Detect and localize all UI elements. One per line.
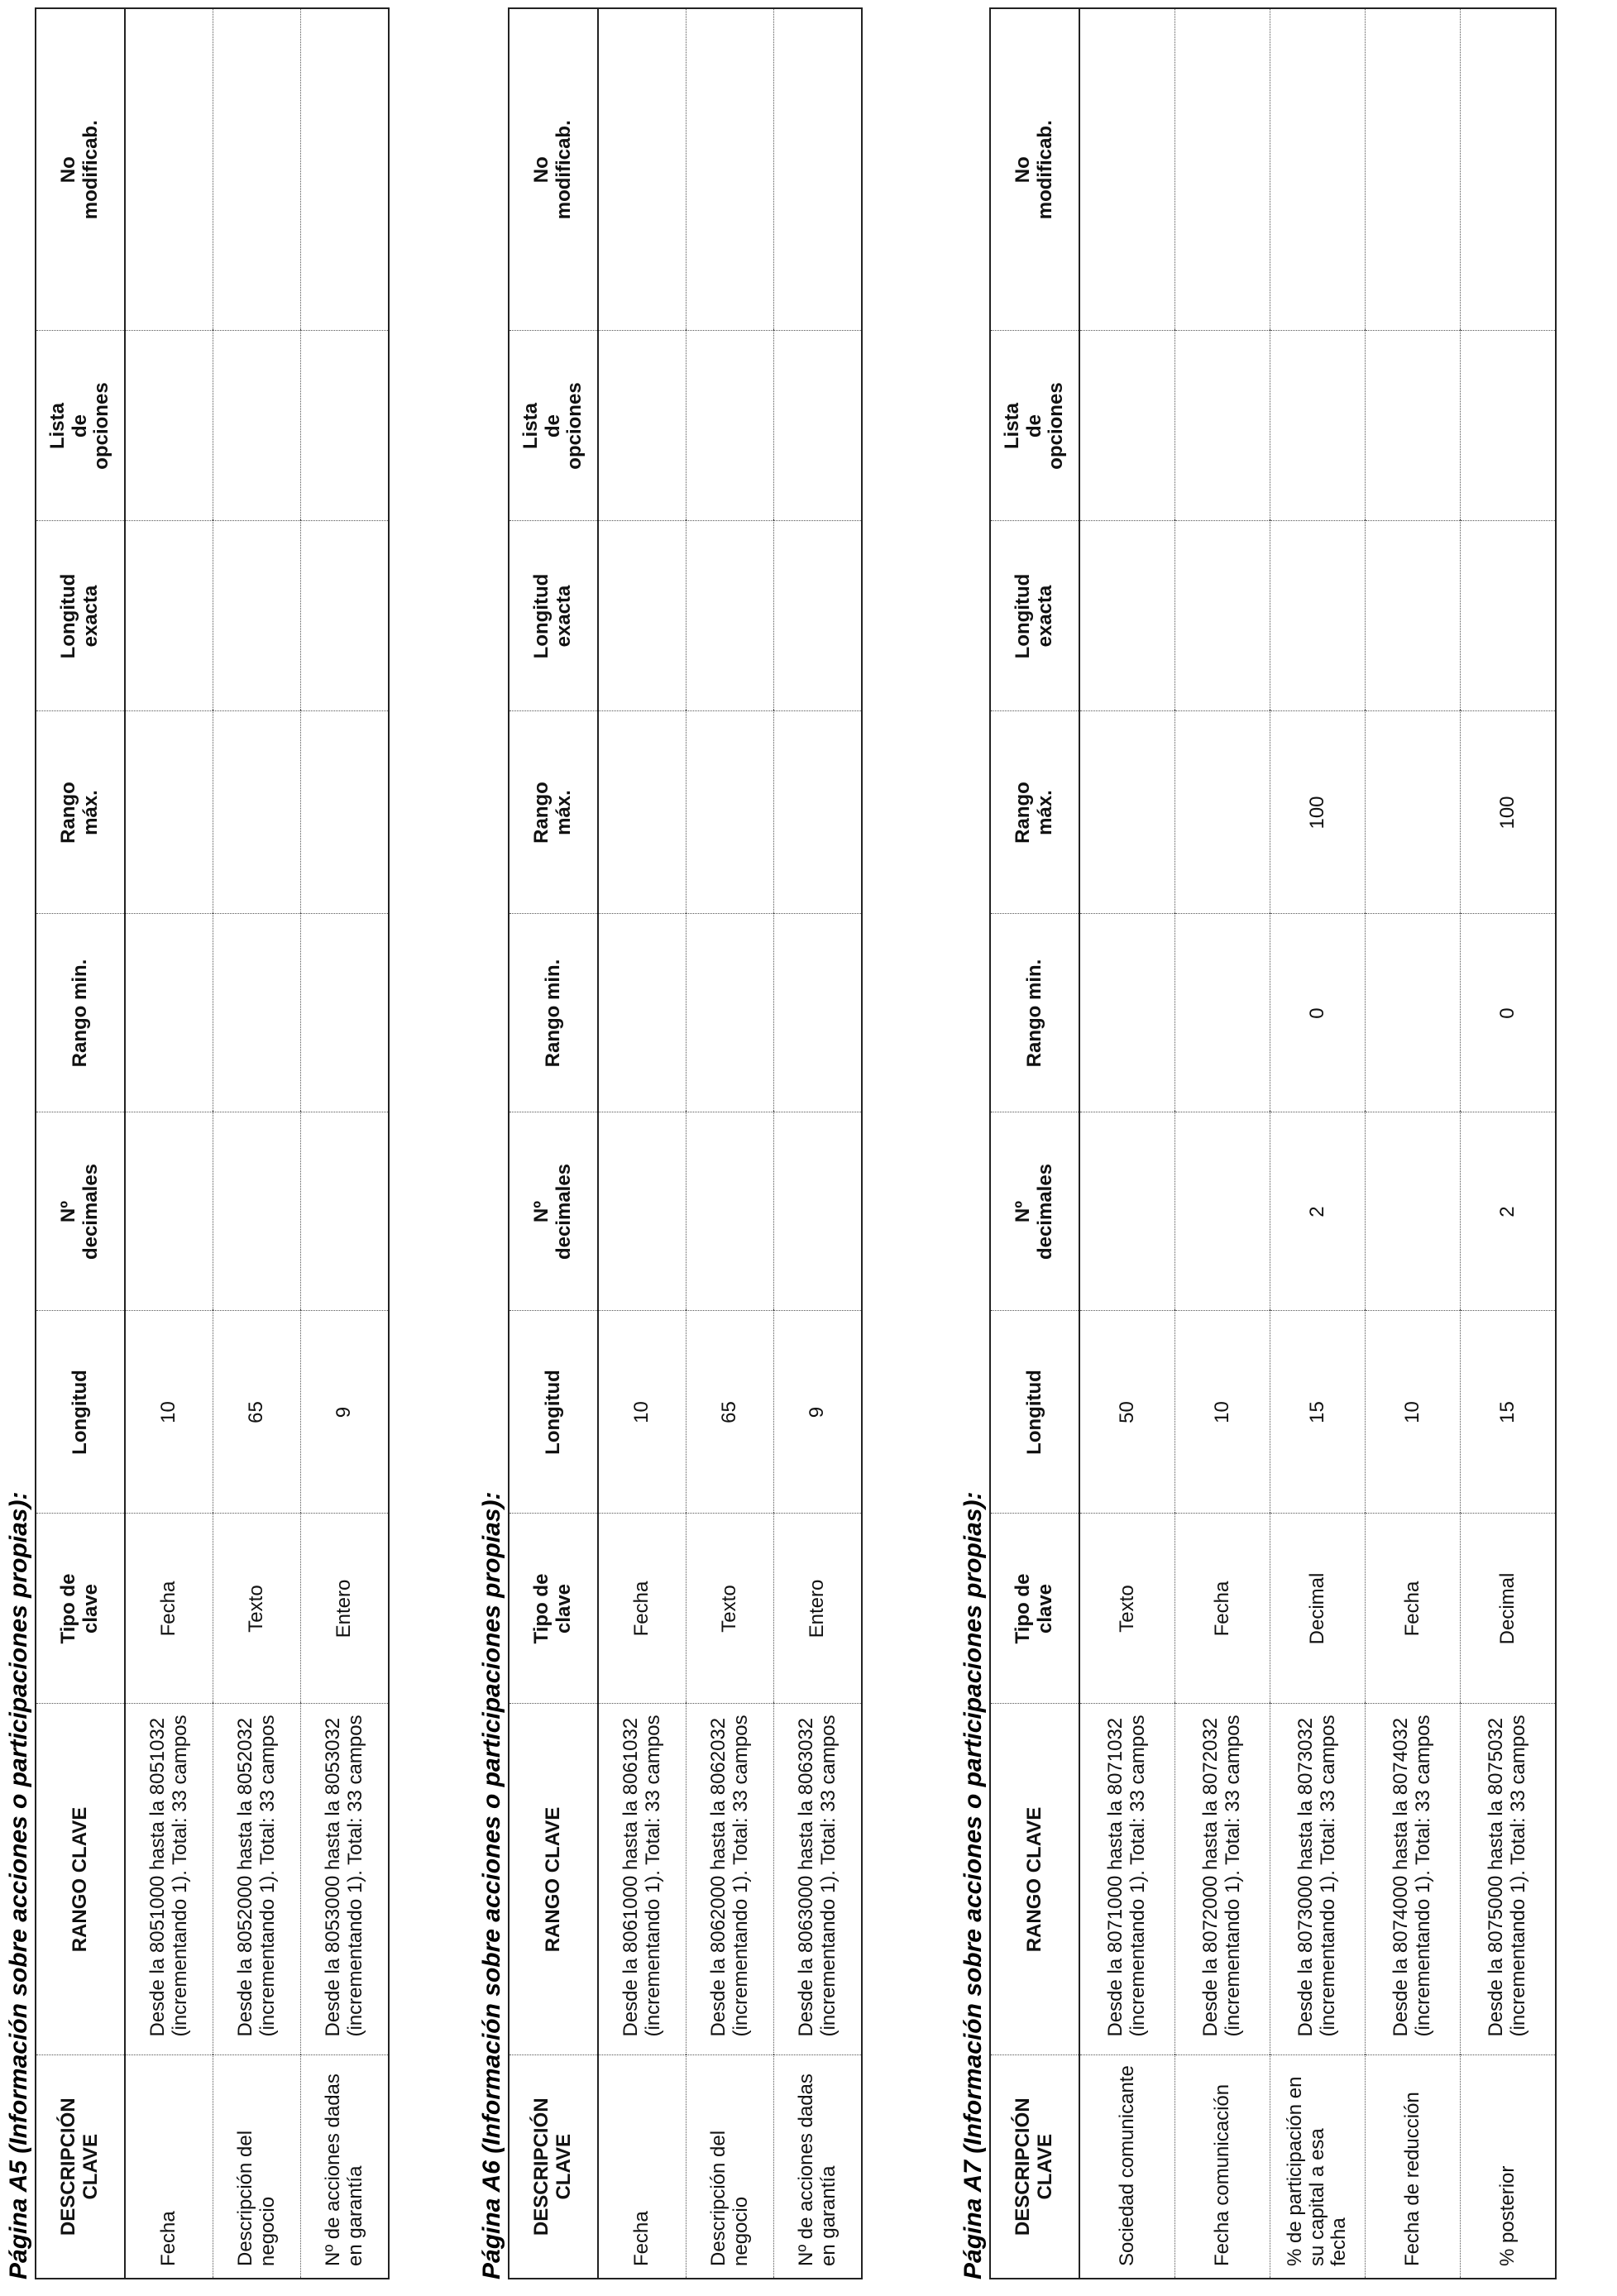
col-header-rango-max: Rango máx.: [509, 711, 598, 914]
cell-longitud-exacta: [213, 521, 301, 711]
table-row: [1079, 8, 1175, 2279]
cell-no-modificable: [1270, 8, 1366, 331]
cell-rango-max: 100: [1270, 711, 1366, 914]
cell-rango-max: [774, 711, 863, 914]
cell-rango-clave: Desde la 8075000 hasta la 8075032 (incrementando 1). Total: 33 campos: [1461, 1704, 1557, 2055]
cell-descripcion: Fecha: [598, 2055, 687, 2279]
cell-rango-clave: Desde la 8071000 hasta la 8071032 (incrementando 1). Total: 33 campos: [1079, 1704, 1175, 2055]
cell-rango-max: [598, 711, 687, 914]
table-row: [213, 8, 301, 2279]
cell-tipo: Texto: [1079, 1514, 1175, 1704]
cell-tipo: Decimal: [1270, 1514, 1366, 1704]
col-header-descripcion: DESCRIPCIÓN CLAVE: [36, 2055, 125, 2279]
cell-lista-opciones: [1175, 331, 1270, 521]
table-row: [687, 8, 774, 2279]
cell-tipo: Fecha: [1366, 1514, 1461, 1704]
cell-lista-opciones: [687, 331, 774, 521]
cell-longitud: 9: [301, 1311, 390, 1514]
col-header-rango-max: Rango máx.: [990, 711, 1079, 914]
cell-rango-clave: Desde la 8062000 hasta la 8062032 (incrementando 1). Total: 33 campos: [687, 1704, 774, 2055]
col-header-rango-clave: RANGO CLAVE: [990, 1704, 1079, 2055]
cell-descripcion: % posterior: [1495, 2165, 1519, 2266]
cell-decimales: [1175, 1112, 1270, 1311]
col-header-rango-max: Rango máx.: [36, 711, 125, 914]
table-row: [1270, 8, 1366, 2279]
cell-tipo: Fecha: [1175, 1514, 1270, 1704]
cell-descripcion: Fecha comunicación: [1175, 2055, 1270, 2279]
key-table-a7: [989, 7, 1557, 2279]
cell-longitud: 15: [1461, 1311, 1557, 1514]
cell-tipo: Texto: [213, 1514, 301, 1704]
col-header-tipo-clave: Tipo de clave: [36, 1514, 125, 1704]
col-header-rango-clave: RANGO CLAVE: [509, 1704, 598, 2055]
col-header-longitud: Longitud: [990, 1311, 1079, 1514]
cell-decimales: [301, 1112, 390, 1311]
cell-rango-min: [1175, 914, 1270, 1112]
table-row: [1461, 8, 1557, 2279]
col-header-rango-min: Rango min.: [36, 914, 125, 1112]
cell-descripcion: % de participación en su capital a esa fecha: [1270, 2055, 1366, 2279]
key-table-a6: [508, 7, 863, 2279]
col-header-decimales: Nº decimales: [509, 1112, 598, 1311]
cell-no-modificable: [1079, 8, 1175, 331]
cell-descripcion: Nº de acciones dadas en garantía: [794, 2074, 840, 2266]
cell-longitud-exacta: [1175, 521, 1270, 711]
cell-no-modificable: [1461, 8, 1557, 331]
cell-rango-min: [1366, 914, 1461, 1112]
cell-rango-min: 0: [1461, 914, 1557, 1112]
cell-longitud-exacta: [1079, 521, 1175, 711]
cell-lista-opciones: [1270, 331, 1366, 521]
cell-rango-clave: Desde la 8061000 hasta la 8061032 (incrementando 1). Total: 33 campos: [598, 1704, 687, 2055]
cell-decimales: [598, 1112, 687, 1311]
cell-longitud: 65: [213, 1311, 301, 1514]
cell-lista-opciones: [213, 331, 301, 521]
table-row: [1175, 8, 1270, 2279]
cell-rango-max: [687, 711, 774, 914]
cell-descripcion: Nº de acciones dadas en garantía: [321, 2074, 366, 2266]
cell-no-modificable: [774, 8, 863, 331]
section-heading-a7: Página A7 (Información sobre acciones o participaciones propias):: [959, 1491, 987, 2279]
cell-no-modificable: [125, 8, 213, 331]
cell-no-modificable: [1366, 8, 1461, 331]
col-header-longitud-exacta: Longitud exacta: [990, 521, 1079, 711]
cell-lista-opciones: [1461, 331, 1557, 521]
col-header-longitud-exacta: Longitud exacta: [36, 521, 125, 711]
cell-tipo: Entero: [774, 1514, 863, 1704]
cell-decimales: [687, 1112, 774, 1311]
table-row: [1366, 8, 1461, 2279]
cell-rango-min: [301, 914, 390, 1112]
cell-longitud: 65: [687, 1311, 774, 1514]
cell-tipo: Texto: [687, 1514, 774, 1704]
cell-lista-opciones: [301, 331, 390, 521]
col-header-longitud: Longitud: [36, 1311, 125, 1514]
cell-rango-clave: Desde la 8052000 hasta la 8052032 (incrementando 1). Total: 33 campos: [213, 1704, 301, 2055]
cell-lista-opciones: [774, 331, 863, 521]
cell-rango-min: 0: [1270, 914, 1366, 1112]
cell-longitud-exacta: [598, 521, 687, 711]
cell-rango-max: [1175, 711, 1270, 914]
cell-longitud-exacta: [1461, 521, 1557, 711]
cell-rango-min: [598, 914, 687, 1112]
cell-no-modificable: [1175, 8, 1270, 331]
col-header-decimales: Nº decimales: [990, 1112, 1079, 1311]
col-header-no-modificable: No modificab.: [36, 8, 125, 331]
col-header-descripcion: DESCRIPCIÓN CLAVE: [509, 2055, 598, 2279]
cell-rango-clave: Desde la 8053000 hasta la 8053032 (incrementando 1). Total: 33 campos: [301, 1704, 390, 2055]
cell-rango-clave: Desde la 8072000 hasta la 8072032 (incrementando 1). Total: 33 campos: [1175, 1704, 1270, 2055]
cell-rango-clave: Desde la 8051000 hasta la 8051032 (incrementando 1). Total: 33 campos: [125, 1704, 213, 2055]
cell-descripcion: Fecha: [125, 2055, 213, 2279]
cell-descripcion: Fecha de reducción: [1366, 2055, 1461, 2279]
cell-tipo: Entero: [301, 1514, 390, 1704]
cell-rango-clave: Desde la 8073000 hasta la 8073032 (incrementando 1). Total: 33 campos: [1270, 1704, 1366, 2055]
cell-longitud-exacta: [125, 521, 213, 711]
cell-lista-opciones: [1366, 331, 1461, 521]
cell-no-modificable: [598, 8, 687, 331]
table-row: [301, 8, 390, 2279]
cell-longitud: 15: [1270, 1311, 1366, 1514]
cell-rango-min: [774, 914, 863, 1112]
cell-rango-min: [125, 914, 213, 1112]
table-row: [125, 8, 213, 2279]
cell-longitud-exacta: [687, 521, 774, 711]
cell-tipo: Fecha: [598, 1514, 687, 1704]
cell-decimales: [774, 1112, 863, 1311]
cell-tipo: Decimal: [1461, 1514, 1557, 1704]
col-header-no-modificable: No modificab.: [509, 8, 598, 331]
cell-rango-min: [213, 914, 301, 1112]
col-header-decimales: Nº decimales: [36, 1112, 125, 1311]
cell-lista-opciones: [1079, 331, 1175, 521]
cell-decimales: 2: [1461, 1112, 1557, 1311]
cell-longitud-exacta: [1270, 521, 1366, 711]
col-header-tipo-clave: Tipo de clave: [509, 1514, 598, 1704]
cell-decimales: [1079, 1112, 1175, 1311]
cell-rango-max: [213, 711, 301, 914]
col-header-longitud-exacta: Longitud exacta: [509, 521, 598, 711]
cell-rango-min: [687, 914, 774, 1112]
cell-decimales: [1366, 1112, 1461, 1311]
header-row: [990, 8, 1079, 2279]
cell-lista-opciones: [598, 331, 687, 521]
cell-rango-max: [125, 711, 213, 914]
cell-no-modificable: [301, 8, 390, 331]
col-header-rango-min: Rango min.: [990, 914, 1079, 1112]
col-header-no-modificable: No modificab.: [990, 8, 1079, 331]
key-table-a5: [35, 7, 390, 2279]
cell-longitud-exacta: [774, 521, 863, 711]
col-header-lista-opciones: Lista de opciones: [36, 331, 125, 521]
header-row: [509, 8, 598, 2279]
cell-rango-max: [1079, 711, 1175, 914]
cell-longitud: 10: [125, 1311, 213, 1514]
cell-no-modificable: [213, 8, 301, 331]
cell-longitud: 10: [598, 1311, 687, 1514]
cell-longitud: 9: [774, 1311, 863, 1514]
cell-decimales: [213, 1112, 301, 1311]
cell-rango-min: [1079, 914, 1175, 1112]
col-header-lista-opciones: Lista de opciones: [990, 331, 1079, 521]
cell-rango-max: 100: [1461, 711, 1557, 914]
col-header-rango-min: Rango min.: [509, 914, 598, 1112]
table-row: [598, 8, 687, 2279]
cell-decimales: 2: [1270, 1112, 1366, 1311]
col-header-rango-clave: RANGO CLAVE: [36, 1704, 125, 2055]
cell-descripcion: Descripción del negocio: [213, 2055, 301, 2279]
header-row: [36, 8, 125, 2279]
cell-lista-opciones: [125, 331, 213, 521]
col-header-longitud: Longitud: [509, 1311, 598, 1514]
col-header-lista-opciones: Lista de opciones: [509, 331, 598, 521]
cell-decimales: [125, 1112, 213, 1311]
cell-longitud-exacta: [301, 521, 390, 711]
cell-no-modificable: [687, 8, 774, 331]
cell-longitud-exacta: [1366, 521, 1461, 711]
cell-longitud: 10: [1175, 1311, 1270, 1514]
cell-rango-max: [1366, 711, 1461, 914]
table-row: [774, 8, 863, 2279]
cell-rango-clave: Desde la 8063000 hasta la 8063032 (incrementando 1). Total: 33 campos: [774, 1704, 863, 2055]
cell-rango-max: [301, 711, 390, 914]
cell-longitud: 50: [1079, 1311, 1175, 1514]
cell-descripcion: Descripción del negocio: [687, 2055, 774, 2279]
col-header-tipo-clave: Tipo de clave: [990, 1514, 1079, 1704]
section-heading-a5: Página A5 (Información sobre acciones o participaciones propias):: [5, 1491, 32, 2279]
cell-descripcion: Sociedad comunicante: [1079, 2055, 1175, 2279]
cell-rango-clave: Desde la 8074000 hasta la 8074032 (incrementando 1). Total: 33 campos: [1366, 1704, 1461, 2055]
col-header-descripcion: DESCRIPCIÓN CLAVE: [990, 2055, 1079, 2279]
section-heading-a6: Página A6 (Información sobre acciones o participaciones propias):: [478, 1491, 505, 2279]
cell-longitud: 10: [1366, 1311, 1461, 1514]
cell-tipo: Fecha: [125, 1514, 213, 1704]
